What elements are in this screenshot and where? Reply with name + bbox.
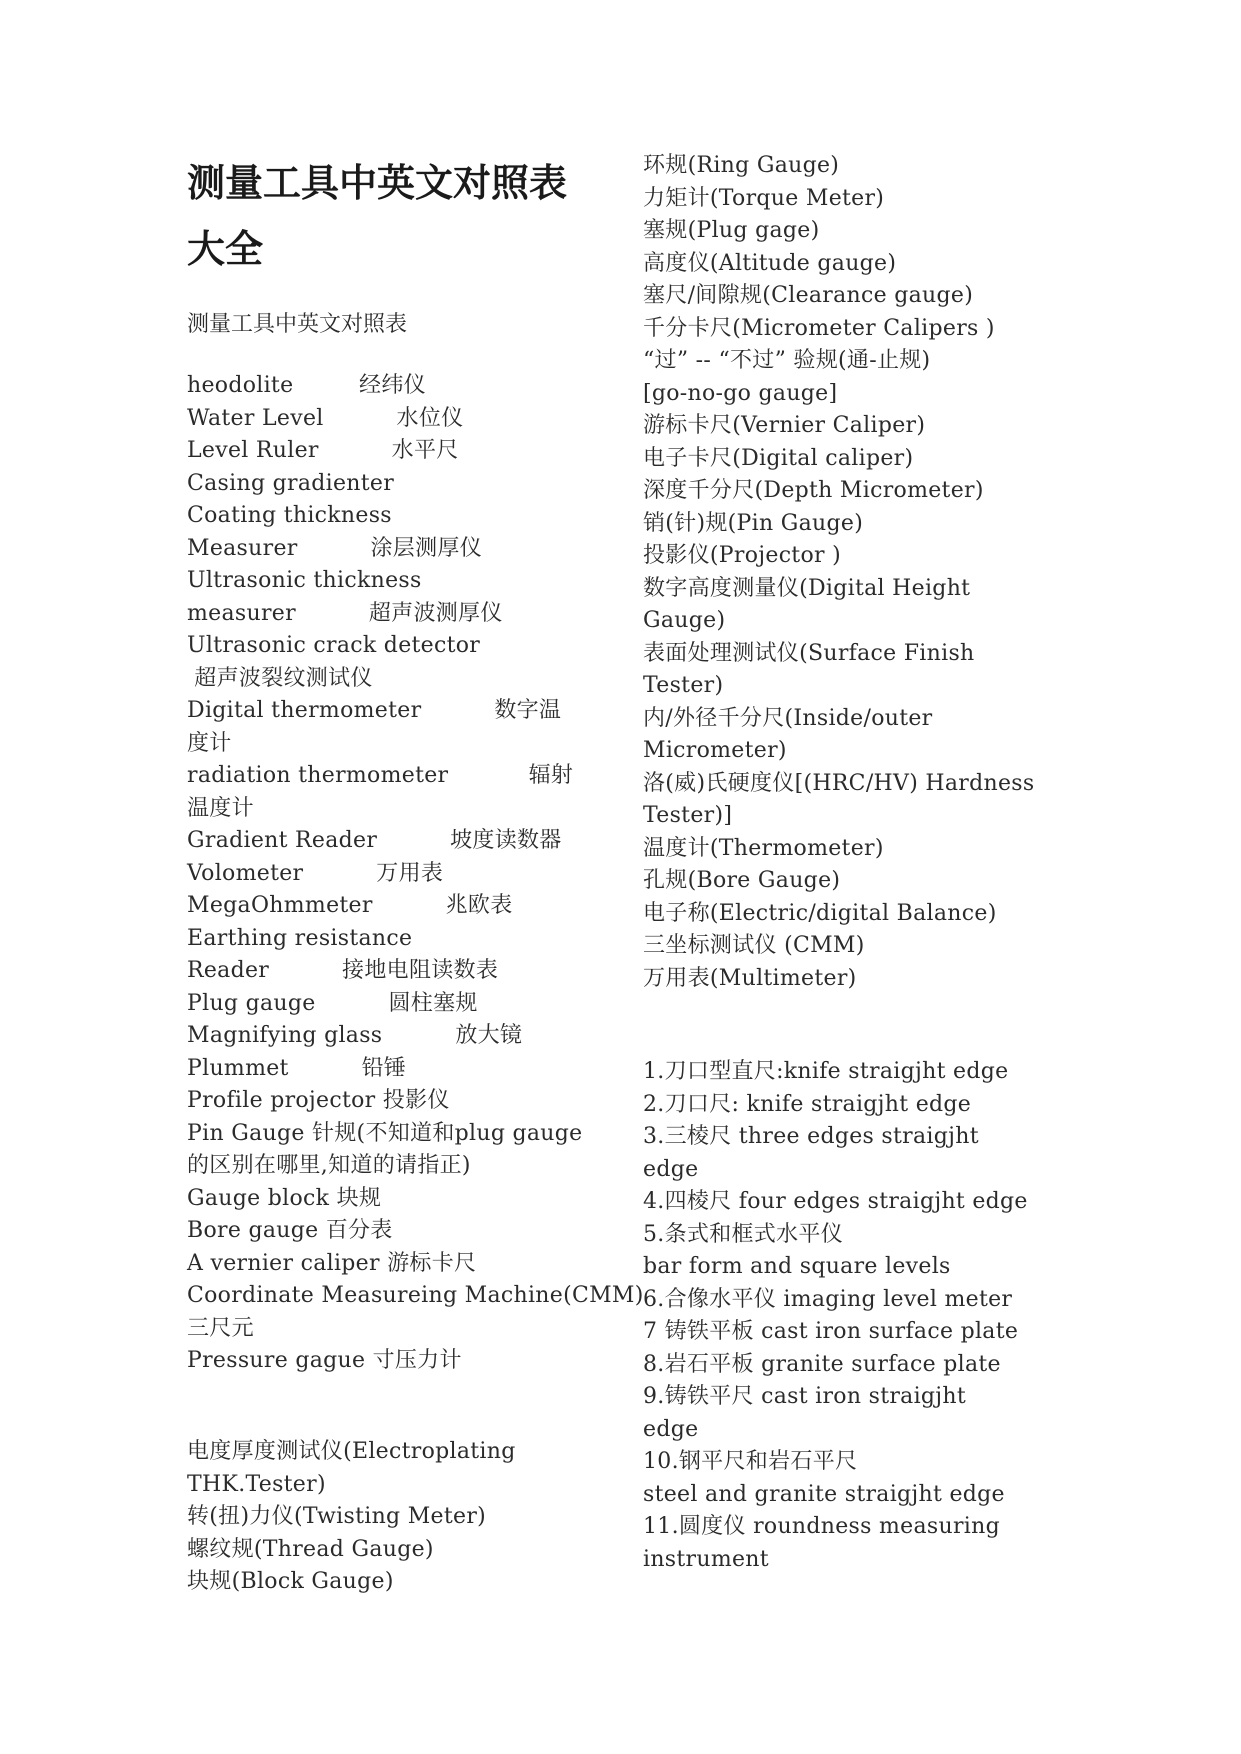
- term-line: edge: [643, 1416, 699, 1442]
- term-line: MegaOhmmeter 兆欧表: [187, 893, 513, 918]
- term-line: 塞尺/间隙规(Clearance gauge): [643, 283, 974, 308]
- term-line: Earthing resistance: [187, 925, 413, 951]
- term-line: radiation thermometer 辐射: [187, 763, 574, 788]
- term-line: 销(针)规(Pin Gauge): [643, 510, 864, 536]
- term-line: 孔规(Bore Gauge): [643, 868, 841, 893]
- term-line: 表面处理测试仪(Surface Finish: [643, 640, 975, 666]
- term-line: Casing gradienter: [187, 470, 395, 496]
- term-line: 4.四棱尺 four edges straigjht edge: [643, 1189, 1028, 1214]
- term-line: bar form and square levels: [643, 1254, 951, 1279]
- term-line: 7 铸铁平板 cast iron surface plate: [643, 1319, 1019, 1344]
- term-line: 的区别在哪里,知道的请指正): [187, 1153, 471, 1178]
- term-line: 度计: [187, 730, 232, 756]
- term-line: 洛(威)氏硬度仪[(HRC/HV) Hardness: [643, 770, 1035, 796]
- term-line: Level Ruler 水平尺: [187, 438, 459, 463]
- term-line: Bore gauge 百分表: [187, 1218, 393, 1243]
- term-line: 6.合像水平仪 imaging level meter: [643, 1286, 1013, 1312]
- term-line: Coating thickness: [187, 503, 392, 528]
- term-line: 转(扭)力仪(Twisting Meter): [187, 1504, 487, 1529]
- term-line: Tester): [643, 673, 724, 698]
- term-line: 螺纹规(Thread Gauge): [187, 1536, 434, 1562]
- term-line: 电度厚度测试仪(Electroplating: [187, 1439, 516, 1464]
- term-line: Gauge): [643, 608, 726, 633]
- term-line: 三尺元: [187, 1315, 254, 1341]
- term-line: Volometer 万用表: [187, 860, 444, 886]
- document-subtitle: 测量工具中英文对照表: [187, 312, 408, 337]
- term-line: 温度计: [187, 795, 254, 821]
- term-line: 1.刀口型直尺:knife straigjht edge: [643, 1059, 1009, 1084]
- title-line-2: 大全: [187, 227, 264, 271]
- term-line: 数字高度测量仪(Digital Height: [643, 575, 971, 601]
- term-line: Magnifying glass 放大镜: [187, 1023, 523, 1048]
- term-line: Gauge block 块规: [187, 1185, 382, 1211]
- term-line: Plummet 铅锤: [187, 1055, 407, 1081]
- term-line: 千分卡尺(Micrometer Calipers ): [643, 315, 995, 341]
- term-line: measurer 超声波测厚仪: [187, 600, 503, 626]
- title-line-1: 测量工具中英文对照表: [187, 161, 568, 205]
- term-line: 塞规(Plug gage): [643, 218, 820, 243]
- term-line: 2.刀口尺: knife straigjht edge: [643, 1091, 972, 1117]
- term-line: 温度计(Thermometer): [643, 835, 884, 861]
- term-line: 环规(Ring Gauge): [643, 153, 840, 178]
- term-line: THK.Tester): [187, 1471, 326, 1497]
- term-line: Digital thermometer 数字温: [187, 698, 562, 723]
- term-line: 投影仪(Projector ): [643, 543, 841, 568]
- term-line: edge: [643, 1156, 699, 1182]
- term-line: 9.铸铁平尺 cast iron straigjht: [643, 1384, 967, 1409]
- term-line: Pin Gauge 针规(不知道和plug gauge: [187, 1120, 583, 1146]
- term-line: 力矩计(Torque Meter): [643, 185, 885, 211]
- term-line: 11.圆度仪 roundness measuring: [643, 1514, 1000, 1539]
- term-line: 5.条式和框式水平仪: [643, 1221, 843, 1247]
- term-line: Gradient Reader 坡度读数器: [187, 828, 562, 853]
- term-line: Measurer 涂层测厚仪: [187, 535, 483, 561]
- term-line: 深度千分尺(Depth Micrometer): [643, 478, 984, 503]
- term-line: A vernier caliper 游标卡尺: [187, 1250, 477, 1276]
- term-line: 8.岩石平板 granite surface plate: [643, 1351, 1001, 1377]
- term-line: 超声波裂纹测试仪: [187, 665, 373, 691]
- term-line: 游标卡尺(Vernier Caliper): [643, 413, 926, 438]
- document-title: [187, 150, 607, 282]
- term-line: Pressure gague 寸压力计: [187, 1348, 462, 1373]
- term-line: 块规(Block Gauge): [187, 1569, 394, 1594]
- term-line: 内/外径千分尺(Inside/outer: [643, 705, 933, 731]
- term-line: Ultrasonic crack detector: [187, 633, 481, 658]
- term-line: 高度仪(Altitude gauge): [643, 250, 897, 276]
- left-term-list-2: [187, 1436, 516, 1599]
- term-line: [go-no-go gauge]: [643, 380, 838, 406]
- term-line: 电子称(Electric/digital Balance): [643, 900, 997, 926]
- right-term-list: [643, 150, 1034, 995]
- term-line: 3.三棱尺 three edges straigjht: [643, 1124, 979, 1149]
- term-line: steel and granite straigjht edge: [643, 1481, 1005, 1507]
- term-line: 万用表(Multimeter): [643, 965, 857, 991]
- term-line: 电子卡尺(Digital caliper): [643, 445, 914, 471]
- term-line: heodolite 经纬仪: [187, 373, 426, 398]
- term-line: instrument: [643, 1546, 769, 1572]
- term-line: Profile projector 投影仪: [187, 1088, 450, 1113]
- term-line: Micrometer): [643, 738, 787, 763]
- term-line: Water Level 水位仪: [187, 405, 464, 431]
- term-line: 10.钢平尺和岩石平尺: [643, 1449, 858, 1474]
- term-line: Reader 接地电阻读数表: [187, 958, 499, 983]
- term-line: Tester)]: [643, 803, 733, 828]
- term-line: “过” -- “不过” 验规(通-止规): [643, 348, 931, 373]
- right-numbered-list: [643, 1056, 1028, 1576]
- term-line: Plug gauge 圆柱塞规: [187, 990, 478, 1016]
- term-line: 三坐标测试仪 (CMM): [643, 933, 865, 958]
- term-line: Ultrasonic thickness: [187, 568, 422, 593]
- term-line: Coordinate Measureing Machine(CMM): [187, 1283, 644, 1308]
- left-term-list: [187, 370, 644, 1378]
